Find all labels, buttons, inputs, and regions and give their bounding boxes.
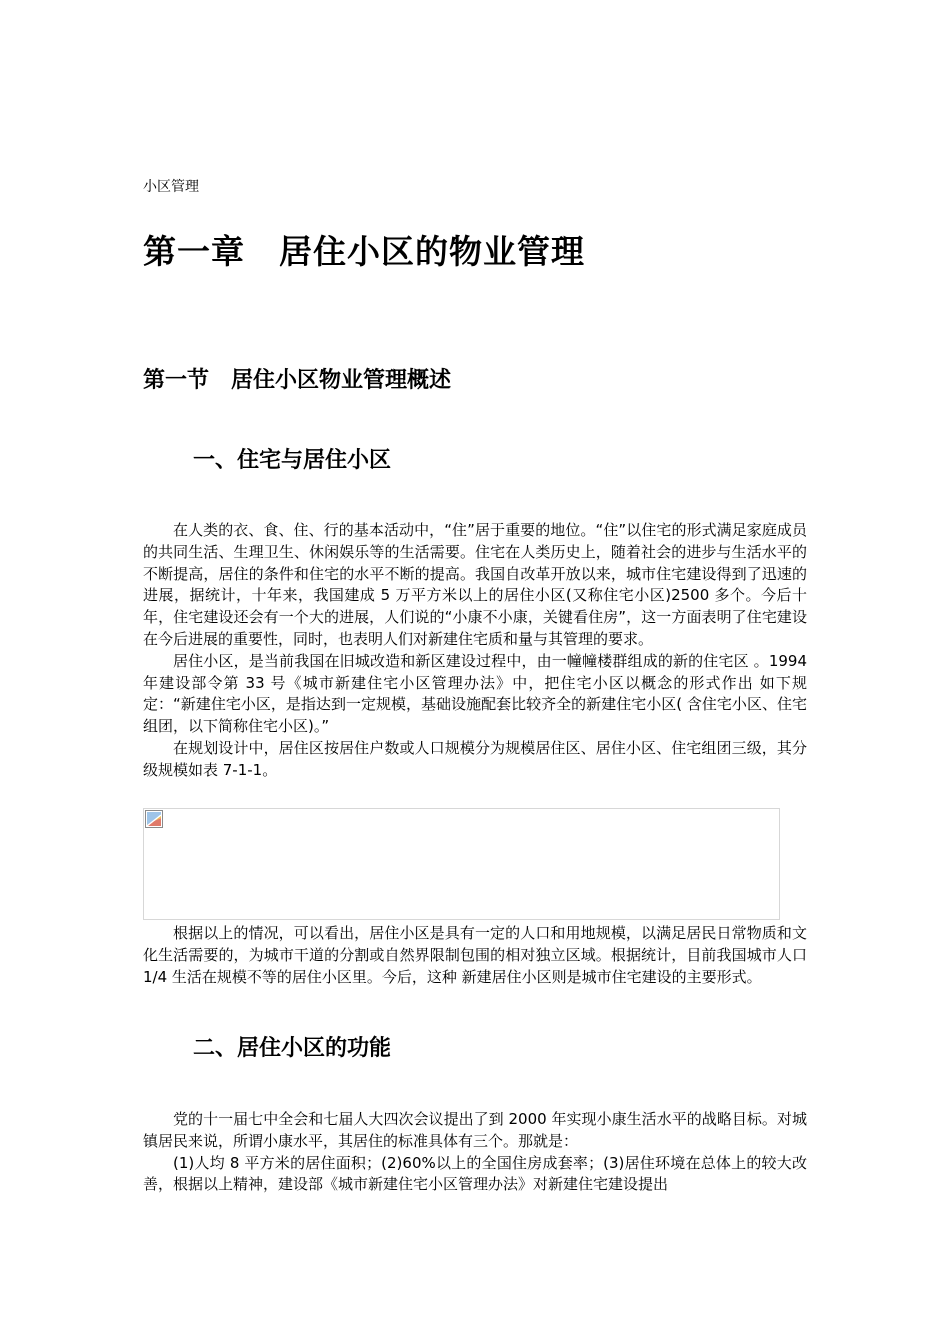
subsection-title-housing: 一、住宅与居住小区: [193, 448, 392, 473]
broken-image-icon: [145, 810, 163, 828]
running-header: 小区管理: [143, 179, 199, 195]
section-title: 第一节 居住小区物业管理概述: [143, 368, 452, 393]
paragraph: 在规划设计中，居住区按居住户数或人口规模分为规模居住区、居住小区、住宅组团三级，其分级规模如表 7-1-1。: [143, 738, 807, 779]
paragraph: 居住小区，是当前我国在旧城改造和新区建设过程中，由一幢幢楼群组成的新的住宅区 。1994 年建设部令第 33 号《城市新建住宅小区管理办法》中，把住宅小区以概念的形式作出 如下规定：“新建住宅小区，是指达到一定规模，基础设施配套比较齐全的新建住宅小区( 含住宅小区、住宅组团，以下简称住宅小区)。”: [143, 651, 807, 736]
body-text-housing: [143, 520, 807, 782]
chapter-title: 第一章 居住小区的物业管理: [143, 232, 585, 271]
paragraph: 党的十一届七中全会和七届人大四次会议提出了到 2000 年实现小康生活水平的战略目标。对城镇居民来说，所谓小康水平，其居住的标准具体有三个。那就是：: [143, 1110, 807, 1150]
table-image-placeholder: [143, 808, 780, 920]
paragraph: 在人类的衣、食、住、行的基本活动中，“住”居于重要的地位。“住”以住宅的形式满足家庭成员的共同生活、生理卫生、休闲娱乐等的生活需要。住宅在人类历史上，随着社会的进步与生活水平的不断提高，居住的条件和住宅的水平不断的提高。我国自改革开放以来，城市住宅建设得到了迅速的进展，据统计，十年来，我国建成 5 万平方米以上的居住小区(又称住宅小区)2500 多个。今后十年，住宅建设还会有一个大的进展，人们说的“小康不小康，关键看住房”，这一方面表明了住宅建设在今后进展的重要性，同时，也表明人们对新建住宅质和量与其管理的要求。: [143, 521, 807, 648]
body-text-functions: [143, 1109, 807, 1196]
paragraph: (1)人均 8 平方米的居住面积；(2)60%以上的全国住房成套率；(3)居住环境在总体上的较大改善，根据以上精神，建设部《城市新建住宅小区管理办法》对新建住宅建设提出: [143, 1153, 807, 1194]
paragraph: 根据以上的情况，可以看出，居住小区是具有一定的人口和用地规模，以满足居民日常物质和文化生活需要的，为城市干道的分割或自然界限制包围的相对独立区域。根据统计，目前我国城市人口 1/4 生活在规模不等的居住小区里。今后，这种 新建居住小区则是城市住宅建设的主要形式。: [143, 924, 807, 986]
subsection-title-functions: 二、居住小区的功能: [193, 1036, 392, 1061]
body-text-after-table: [143, 923, 807, 988]
